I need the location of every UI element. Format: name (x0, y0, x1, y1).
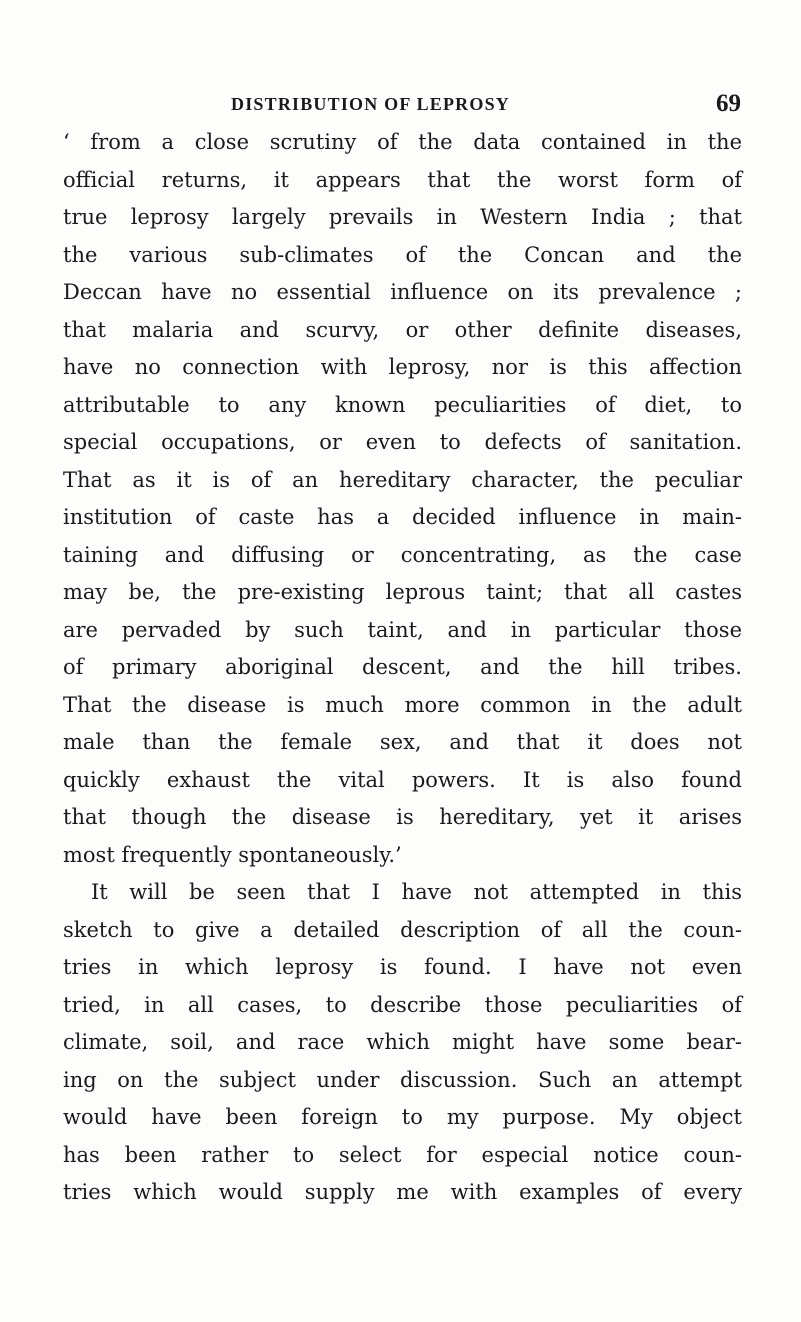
text-line: that malaria and scurvy, or other definite diseases, (63, 317, 742, 342)
text-line: institution of caste has a decided influence in main- (63, 505, 742, 529)
text-line: That the disease is much more common in the adult (63, 692, 742, 717)
text-line-paragraph-start: It will be seen that I have not attempted in this (91, 880, 742, 904)
text-line: may be, the pre-existing leprous taint; that all castes (63, 580, 742, 604)
text-line: have no connection with leprosy, nor is this affection (63, 355, 742, 379)
text-line: attributable to any known peculiarities of diet, to (63, 392, 742, 417)
text-line: that though the disease is hereditary, yet it arises (63, 805, 742, 829)
text-line: has been rather to select for especial notice coun- (63, 1142, 742, 1167)
text-line: male than the female sex, and that it does not (63, 730, 742, 754)
text-line: the various sub-climates of the Concan and the (63, 242, 742, 267)
body-text (63, 124, 742, 1212)
text-line: tries in which leprosy is found. I have not even (63, 955, 742, 979)
text-line: would have been foreign to my purpose. My object (63, 1105, 742, 1129)
running-head (231, 90, 741, 120)
text-line: tries which would supply me with examples of every (63, 1180, 742, 1204)
text-line: That as it is of an hereditary character, the peculiar (63, 467, 742, 492)
text-line-paragraph-end: most frequently spontaneously.’ (63, 842, 402, 867)
text-line: climate, soil, and race which might have some bear- (63, 1030, 742, 1054)
text-line: taining and diffusing or concentrating, as the case (63, 542, 742, 567)
text-line: quickly exhaust the vital powers. It is also found (63, 767, 742, 792)
text-line: ‘ from a close scrutiny of the data contained in the (63, 130, 742, 154)
running-title: DISTRIBUTION OF LEPROSY (231, 94, 510, 114)
page-number: 69 (716, 90, 741, 117)
text-line: tried, in all cases, to describe those peculiarities of (63, 992, 742, 1017)
text-line: sketch to give a detailed description of all the coun- (63, 917, 742, 942)
text-line: ing on the subject under discussion. Such an attempt (63, 1067, 742, 1092)
text-line: official returns, it appears that the worst form of (63, 167, 742, 192)
text-line: Deccan have no essential influence on its prevalence ; (63, 280, 742, 304)
text-line: of primary aboriginal descent, and the hill tribes. (63, 655, 742, 679)
text-line: are pervaded by such taint, and in particular those (63, 617, 742, 642)
text-line: special occupations, or even to defects of sanitation. (63, 430, 742, 454)
text-line: true leprosy largely prevails in Western India ; that (63, 205, 742, 229)
